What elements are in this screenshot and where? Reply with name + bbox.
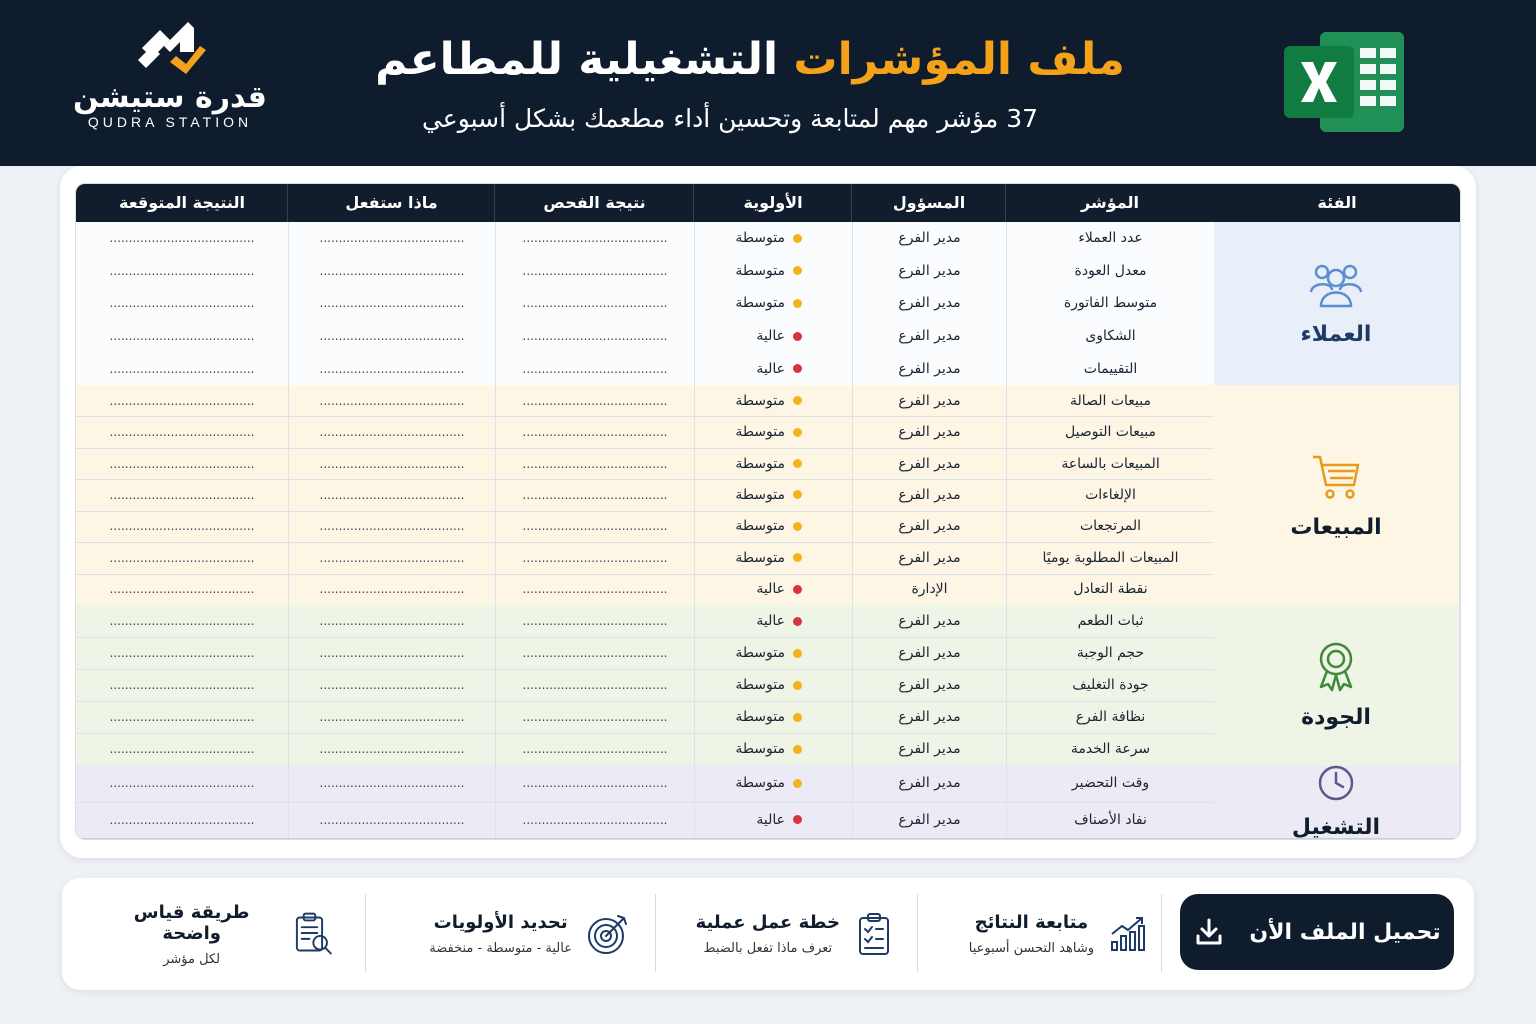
result-input-cell[interactable]: ...................................... (495, 448, 694, 479)
feature-subtitle: لكل مؤشر (163, 951, 221, 967)
result-input-cell[interactable]: ...................................... (495, 479, 694, 510)
action-input-cell[interactable]: ...................................... (288, 448, 495, 479)
table-row (76, 222, 1214, 256)
action-input-cell[interactable]: ...................................... (288, 479, 495, 510)
action-input-cell[interactable]: ...................................... (288, 605, 495, 637)
expected-input-cell[interactable]: ...................................... (109, 263, 255, 278)
priority-dot-icon (793, 490, 802, 499)
owner-cell: مدير الفرع (852, 637, 1006, 669)
priority-dot-icon (793, 266, 802, 275)
category-label: الجودة (1301, 704, 1371, 730)
indicator-cell: حجم الوجبة (1006, 637, 1214, 669)
priority-cell (694, 669, 852, 701)
divider (655, 894, 656, 972)
category-group (76, 605, 1460, 766)
priority-label: عالية (756, 581, 785, 598)
action-input-cell[interactable]: ...................................... (288, 222, 495, 255)
owner-cell: مدير الفرع (852, 733, 1006, 765)
priority-cell (694, 733, 852, 765)
category-label: المبيعات (1290, 514, 1382, 540)
owner-cell: مدير الفرع (852, 802, 1006, 839)
action-input-cell[interactable]: ...................................... (288, 511, 495, 542)
owner-cell: مدير الفرع (852, 255, 1006, 288)
table-row (76, 287, 1214, 321)
priority-dot-icon (793, 428, 802, 437)
table-row (76, 574, 1214, 605)
priority-label: عالية (756, 360, 785, 377)
priority-label: متوسطة (735, 518, 785, 535)
action-input-cell[interactable]: ...................................... (288, 802, 495, 839)
action-input-cell[interactable]: ...................................... (288, 669, 495, 701)
expected-input-cell[interactable]: ...................................... (109, 487, 255, 502)
priority-dot-icon (793, 522, 802, 531)
table-row (76, 416, 1214, 448)
expected-input-cell[interactable]: ...................................... (109, 646, 255, 660)
priority-dot-icon (793, 364, 802, 373)
priority-cell (694, 511, 852, 542)
table-row (76, 701, 1214, 734)
indicator-cell: المرتجعات (1006, 511, 1214, 542)
priority-dot-icon (793, 681, 802, 690)
priority-dot-icon (793, 585, 802, 594)
result-input-cell[interactable]: ...................................... (495, 542, 694, 573)
indicator-cell: معدل العودة (1006, 255, 1214, 288)
feature-priorities (394, 892, 630, 976)
indicator-cell: مبيعات الصالة (1006, 385, 1214, 416)
expected-input-cell[interactable]: ...................................... (109, 456, 255, 471)
download-button[interactable] (1180, 894, 1454, 970)
expected-input-cell[interactable]: ...................................... (109, 678, 255, 692)
priority-cell (694, 605, 852, 637)
expected-input-cell[interactable]: ...................................... (109, 742, 255, 756)
page-title-rest: التشغيلية للمطاعم (375, 34, 779, 85)
growth-chart-icon (1108, 914, 1148, 954)
download-icon (1193, 916, 1225, 948)
action-input-cell[interactable]: ...................................... (288, 287, 495, 320)
result-input-cell[interactable]: ...................................... (495, 222, 694, 255)
owner-cell: مدير الفرع (852, 287, 1006, 320)
indicator-cell: الإلغاءات (1006, 479, 1214, 510)
priority-label: متوسطة (735, 455, 785, 472)
expected-input-cell[interactable]: ...................................... (109, 425, 255, 440)
result-input-cell[interactable]: ...................................... (495, 416, 694, 447)
owner-cell: مدير الفرع (852, 448, 1006, 479)
owner-cell: مدير الفرع (852, 669, 1006, 701)
expected-input-cell[interactable]: ...................................... (109, 582, 255, 597)
action-input-cell[interactable]: ...................................... (288, 416, 495, 447)
page-title (300, 28, 1200, 92)
indicator-cell: مبيعات التوصيل (1006, 416, 1214, 447)
priority-label: متوسطة (735, 549, 785, 566)
indicator-cell: عدد العملاء (1006, 222, 1214, 255)
owner-cell: مدير الفرع (852, 385, 1006, 416)
feature-title: خطة عمل عملية (695, 912, 840, 933)
owner-cell: مدير الفرع (852, 605, 1006, 637)
result-input-cell[interactable]: ...................................... (495, 287, 694, 320)
feature-measurement (104, 892, 334, 976)
expected-input-cell[interactable]: ...................................... (109, 296, 255, 311)
priority-cell (694, 637, 852, 669)
brand-name-ar: قدرة ستيشن (73, 80, 267, 115)
indicator-cell: وقت التحضير (1006, 765, 1214, 802)
owner-cell: مدير الفرع (852, 320, 1006, 353)
table-row (76, 448, 1214, 480)
indicator-cell: نفاد الأصناف (1006, 802, 1214, 839)
table-row (76, 385, 1214, 417)
owner-cell: مدير الفرع (852, 542, 1006, 573)
download-button-label: تحميل الملف الأن (1249, 919, 1441, 945)
table-row (76, 255, 1214, 289)
header-category: الفئة (1317, 193, 1357, 212)
table-row (76, 352, 1214, 385)
priority-cell (694, 255, 852, 288)
result-input-cell[interactable]: ...................................... (495, 574, 694, 605)
feature-subtitle: تعرف ماذا تفعل بالضبط (703, 941, 833, 956)
result-input-cell[interactable]: ...................................... (495, 637, 694, 669)
priority-label: متوسطة (735, 392, 785, 409)
indicator-cell: نظافة الفرع (1006, 701, 1214, 733)
priority-label: عالية (756, 328, 785, 345)
action-input-cell[interactable]: ...................................... (288, 574, 495, 605)
action-input-cell[interactable]: ...................................... (288, 765, 495, 802)
priority-label: عالية (756, 613, 785, 629)
award-icon (1314, 641, 1358, 697)
table-row (76, 733, 1214, 765)
page-title-highlight: ملف المؤشرات (793, 34, 1125, 85)
priority-label: عالية (756, 811, 785, 828)
table-row (76, 637, 1214, 670)
category-cell (1213, 605, 1460, 765)
indicator-cell: جودة التغليف (1006, 669, 1214, 701)
priority-dot-icon (793, 396, 802, 405)
result-input-cell[interactable]: ...................................... (495, 669, 694, 701)
category-group (76, 765, 1460, 839)
action-input-cell[interactable]: ...................................... (288, 255, 495, 288)
priority-label: متوسطة (735, 424, 785, 441)
priority-dot-icon (793, 332, 802, 341)
indicator-cell: نقطة التعادل (1006, 574, 1214, 605)
indicator-cell: المبيعات بالساعة (1006, 448, 1214, 479)
indicator-cell: الشكاوى (1006, 320, 1214, 353)
priority-cell (694, 479, 852, 510)
page-subtitle: 37 مؤشر مهم لمتابعة وتحسين أداء مطعمك بشكل أسبوعي (421, 104, 1039, 133)
header-owner: المسؤول (851, 184, 1006, 222)
table-row (76, 542, 1214, 574)
expected-input-cell[interactable]: ...................................... (109, 231, 255, 246)
priority-label: متوسطة (735, 775, 785, 792)
priority-cell (694, 320, 852, 353)
result-input-cell[interactable]: ...................................... (495, 320, 694, 353)
owner-cell: مدير الفرع (852, 222, 1006, 255)
priority-dot-icon (793, 459, 802, 468)
clock-icon (1316, 763, 1356, 807)
priority-dot-icon (793, 745, 802, 754)
header-priority: الأولوية (693, 184, 852, 222)
priority-label: متوسطة (735, 677, 785, 693)
priority-cell (694, 802, 852, 839)
priority-label: متوسطة (735, 486, 785, 503)
expected-input-cell[interactable]: ...................................... (109, 776, 255, 791)
priority-cell (694, 222, 852, 255)
priority-dot-icon (793, 649, 802, 658)
kpi-table (75, 183, 1461, 840)
target-icon (586, 912, 630, 956)
owner-cell: مدير الفرع (852, 765, 1006, 802)
brand-name-en: QUDRA STATION (87, 114, 253, 130)
priority-cell (694, 448, 852, 479)
priority-label: متوسطة (735, 262, 785, 279)
action-input-cell[interactable]: ...................................... (288, 733, 495, 765)
category-label: العملاء (1300, 322, 1372, 347)
owner-cell: مدير الفرع (852, 416, 1006, 447)
category-group (76, 222, 1460, 386)
indicator-cell: سرعة الخدمة (1006, 733, 1214, 765)
feature-subtitle: عالية - متوسطة - منخفضة (429, 941, 572, 956)
users-icon (1308, 260, 1364, 314)
indicator-cell: المبيعات المطلوبة يوميًا (1006, 542, 1214, 573)
action-input-cell[interactable]: ...................................... (288, 542, 495, 573)
category-cell (1213, 765, 1460, 838)
result-input-cell[interactable]: ...................................... (495, 255, 694, 288)
features-bar (62, 878, 1474, 990)
priority-label: متوسطة (735, 230, 785, 247)
indicator-cell: التقييمات (1006, 352, 1214, 385)
action-input-cell[interactable]: ...................................... (288, 320, 495, 353)
priority-cell (694, 287, 852, 320)
priority-cell (694, 385, 852, 416)
expected-input-cell[interactable]: ...................................... (109, 393, 255, 408)
result-input-cell[interactable]: ...................................... (495, 511, 694, 542)
result-input-cell[interactable]: ...................................... (495, 765, 694, 802)
category-cell (1213, 385, 1460, 605)
result-input-cell[interactable]: ...................................... (495, 605, 694, 637)
excel-icon (1284, 24, 1406, 140)
priority-dot-icon (793, 617, 802, 626)
divider (365, 894, 366, 972)
cart-icon (1310, 451, 1362, 507)
table-row (76, 802, 1214, 839)
category-label: التشغيل (1291, 815, 1381, 840)
priority-cell (694, 765, 852, 802)
owner-cell: مدير الفرع (852, 701, 1006, 733)
category-cell (1213, 222, 1460, 385)
brand-logo (70, 20, 270, 150)
feature-title: تحديد الأولويات (433, 912, 568, 933)
feature-subtitle: وشاهد التحسن أسبوعيا (968, 941, 1094, 956)
table-row (76, 479, 1214, 511)
action-input-cell[interactable]: ...................................... (288, 385, 495, 416)
priority-label: متوسطة (735, 645, 785, 661)
header-expected-result: النتيجة المتوقعة (119, 193, 245, 212)
expected-input-cell[interactable]: ...................................... (109, 361, 255, 376)
action-input-cell[interactable]: ...................................... (288, 637, 495, 669)
qudra-logo-icon (130, 20, 210, 82)
action-input-cell[interactable]: ...................................... (288, 701, 495, 733)
priority-label: متوسطة (735, 741, 785, 757)
category-group (76, 385, 1460, 606)
expected-input-cell[interactable]: ...................................... (109, 710, 255, 724)
expected-input-cell[interactable]: ...................................... (109, 812, 255, 827)
priority-dot-icon (793, 713, 802, 722)
divider (1161, 894, 1162, 972)
header-indicator: المؤشر (1005, 184, 1214, 222)
priority-label: متوسطة (735, 295, 785, 312)
owner-cell: مدير الفرع (852, 479, 1006, 510)
table-row (76, 511, 1214, 543)
expected-input-cell[interactable]: ...................................... (109, 329, 255, 344)
table-row (76, 320, 1214, 354)
checklist-icon (854, 912, 894, 956)
table-header (76, 184, 1460, 222)
feature-title: طريقة قياس واضحة (133, 901, 250, 944)
header-action: ماذا ستفعل (287, 184, 495, 222)
feature-title: متابعة النتائج (974, 912, 1089, 933)
header-banner (0, 0, 1536, 166)
table-row (76, 669, 1214, 702)
table-row (76, 605, 1214, 638)
priority-label: متوسطة (735, 709, 785, 725)
divider (917, 894, 918, 972)
priority-cell (694, 701, 852, 733)
action-input-cell[interactable]: ...................................... (288, 352, 495, 385)
priority-dot-icon (793, 299, 802, 308)
expected-input-cell[interactable]: ...................................... (109, 519, 255, 534)
indicator-cell: متوسط الفاتورة (1006, 287, 1214, 320)
priority-dot-icon (793, 815, 802, 824)
owner-cell: الإدارة (852, 574, 1006, 605)
priority-cell (694, 416, 852, 447)
report-search-icon (293, 911, 334, 957)
result-input-cell[interactable]: ...................................... (495, 352, 694, 385)
priority-dot-icon (793, 553, 802, 562)
result-input-cell[interactable]: ...................................... (495, 385, 694, 416)
priority-cell (694, 542, 852, 573)
table-row (76, 765, 1214, 803)
result-input-cell[interactable]: ...................................... (495, 701, 694, 733)
expected-input-cell[interactable]: ...................................... (109, 614, 255, 628)
result-input-cell[interactable]: ...................................... (495, 733, 694, 765)
owner-cell: مدير الفرع (852, 511, 1006, 542)
feature-action-plan (672, 892, 894, 976)
header-inspection-result: نتيجة الفحص (494, 184, 694, 222)
owner-cell: مدير الفرع (852, 352, 1006, 385)
expected-input-cell[interactable]: ...................................... (109, 550, 255, 565)
priority-dot-icon (793, 779, 802, 788)
result-input-cell[interactable]: ...................................... (495, 802, 694, 839)
priority-cell (694, 574, 852, 605)
feature-track-results (922, 892, 1148, 976)
indicator-cell: ثبات الطعم (1006, 605, 1214, 637)
priority-dot-icon (793, 234, 802, 243)
priority-cell (694, 352, 852, 385)
